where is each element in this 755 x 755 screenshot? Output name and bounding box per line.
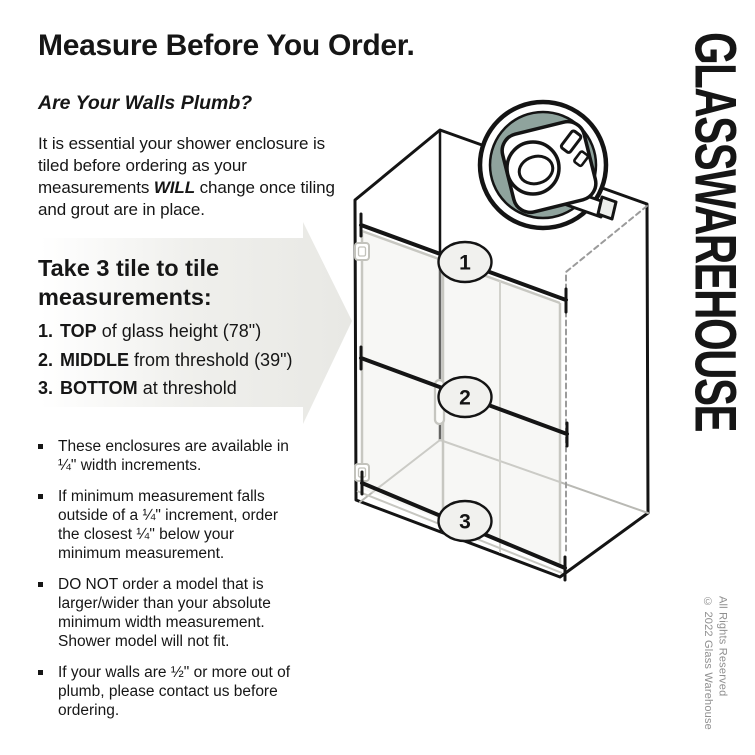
measurements-heading: Take 3 tile to tile measurements:: [38, 255, 220, 310]
measurement-item-top: 1. TOP of glass height (78"): [38, 321, 262, 341]
badge-2-label: 2: [459, 386, 471, 410]
measurement-badge-3: [439, 501, 492, 541]
note-item: If your walls are ½" or more out of plumb, please contact us before ordering.: [38, 663, 293, 720]
note-item: DO NOT order a model that is larger/wider than your absolute minimum width measurement. Shower model will not fit.: [38, 575, 293, 651]
bullet-square-icon: [38, 494, 43, 499]
intro-text-pre: It is essential your shower enclosure is tiled before ordering as your measurements: [38, 134, 326, 197]
note-item: If minimum measurement falls outside of a ¼" increment, order the closest ¼" below your minimum measurement.: [38, 487, 293, 563]
intro-paragraph: [38, 133, 356, 221]
bullet-square-icon: [38, 582, 43, 587]
bullet-square-icon: [38, 670, 43, 675]
notes-list: [38, 437, 293, 732]
note-item: These enclosures are available in ¼" width increments.: [38, 437, 293, 475]
measurement-badge-1: [439, 242, 492, 282]
tape-measure-icon: [480, 102, 616, 228]
intro-subtitle: Are Your Walls Plumb?: [38, 92, 253, 114]
brand-logo-vertical: GLASSWAREHOUSE: [683, 32, 749, 432]
door-hinge-top: [355, 243, 369, 260]
bullet-square-icon: [38, 444, 43, 449]
copyright-line-2: All Rights Reserved: [716, 596, 729, 697]
badge-1-label: 1: [459, 251, 471, 275]
intro-text-post: change once tiling and grout are in place.: [38, 178, 335, 219]
copyright-line-1: © 2022 Glass Warehouse: [701, 596, 714, 731]
intro-text-emphasis: WILL: [153, 178, 195, 197]
measurements-list: [38, 317, 292, 403]
measurement-badge-2: [439, 377, 492, 417]
page-title: Measure Before You Order.: [38, 29, 415, 62]
hidden-corner-dashed-line: [566, 206, 647, 552]
copyright-notice: [700, 596, 730, 730]
measurement-item-middle: 2. MIDDLE from threshold (39"): [38, 349, 293, 370]
measurement-item-bottom: 3. BOTTOM at threshold: [38, 378, 237, 398]
badge-3-label: 3: [459, 510, 471, 534]
